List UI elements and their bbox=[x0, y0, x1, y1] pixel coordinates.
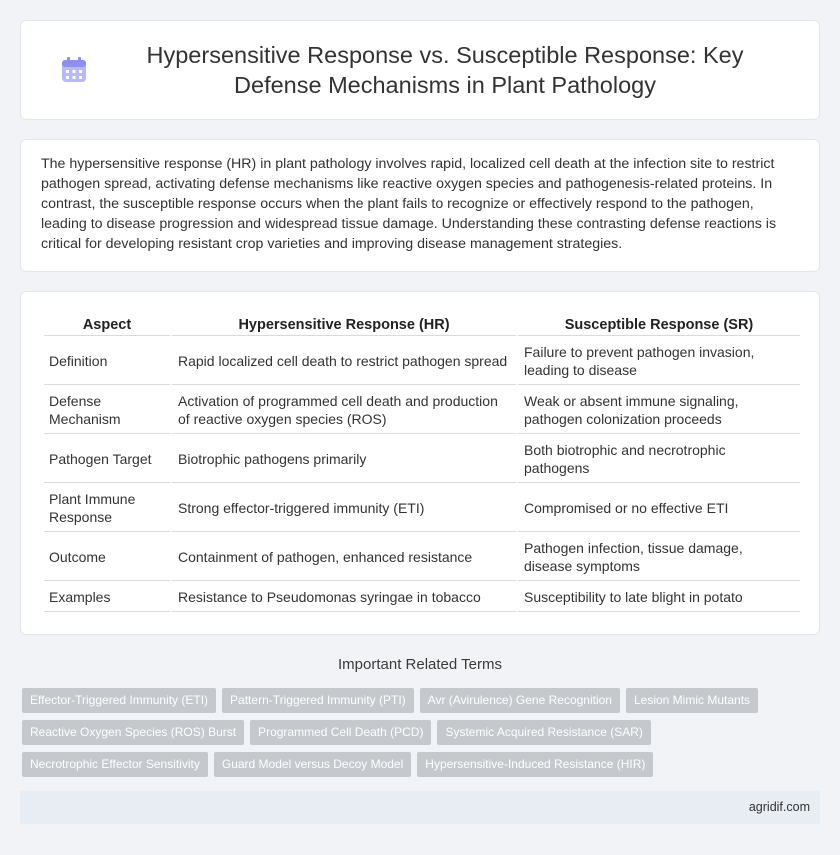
sr-cell: Weak or absent immune signaling, pathogen colonization proceeds bbox=[518, 387, 800, 434]
comparison-table bbox=[42, 312, 802, 614]
header-card bbox=[20, 20, 820, 120]
term-tag[interactable]: Necrotrophic Effector Sensitivity bbox=[22, 752, 208, 777]
footer bbox=[20, 791, 820, 824]
table-row bbox=[44, 534, 800, 581]
intro-card bbox=[20, 139, 820, 272]
hr-cell: Strong effector-triggered immunity (ETI) bbox=[172, 485, 516, 532]
term-tag[interactable]: Systemic Acquired Resistance (SAR) bbox=[437, 720, 650, 745]
page-title: Hypersensitive Response vs. Susceptible Response: Key Defense Mechanisms in Plant Pathology bbox=[146, 42, 744, 98]
term-tag[interactable]: Lesion Mimic Mutants bbox=[626, 688, 758, 713]
sr-cell: Failure to prevent pathogen invasion, leading to disease bbox=[518, 338, 800, 385]
aspect-cell: Definition bbox=[44, 338, 170, 385]
column-header-sr: Susceptible Response (SR) bbox=[518, 314, 800, 336]
sr-cell: Compromised or no effective ETI bbox=[518, 485, 800, 532]
term-tag[interactable]: Guard Model versus Decoy Model bbox=[214, 752, 411, 777]
footer-site-link[interactable]: agridif.com bbox=[748, 800, 810, 814]
table-row bbox=[44, 583, 800, 612]
term-tag[interactable]: Effector-Triggered Immunity (ETI) bbox=[22, 688, 216, 713]
intro-paragraph: The hypersensitive response (HR) in plant pathology involves rapid, localized cell death at the infection site to restrict pathogen spread, activating defense mechanisms like reactive oxygen species and pathogenesis-related proteins. In contrast, the susceptible response occurs when the plant fails to recognize or effectively respond to the pathogen, leading to disease progression and widespread tissue damage. Understanding these contrasting defense reactions is critical for developing resistant crop varieties and improving disease management strategies. bbox=[41, 156, 777, 252]
aspect-cell: Plant Immune Response bbox=[44, 485, 170, 532]
column-header-aspect: Aspect bbox=[44, 314, 170, 336]
hr-cell: Containment of pathogen, enhanced resistance bbox=[172, 534, 516, 581]
table-row bbox=[44, 387, 800, 434]
table-header-row bbox=[44, 314, 800, 336]
calendar-icon bbox=[61, 57, 87, 83]
aspect-cell: Outcome bbox=[44, 534, 170, 581]
sr-cell: Both biotrophic and necrotrophic pathogens bbox=[518, 436, 800, 483]
term-tag[interactable]: Hypersensitive-Induced Resistance (HIR) bbox=[417, 752, 653, 777]
term-tag[interactable]: Reactive Oxygen Species (ROS) Burst bbox=[22, 720, 244, 745]
column-header-hr: Hypersensitive Response (HR) bbox=[172, 314, 516, 336]
term-tag[interactable]: Programmed Cell Death (PCD) bbox=[250, 720, 431, 745]
table-row bbox=[44, 338, 800, 385]
hr-cell: Activation of programmed cell death and production of reactive oxygen species (ROS) bbox=[172, 387, 516, 434]
hr-cell: Resistance to Pseudomonas syringae in tobacco bbox=[172, 583, 516, 612]
aspect-cell: Pathogen Target bbox=[44, 436, 170, 483]
table-row bbox=[44, 436, 800, 483]
aspect-cell: Examples bbox=[44, 583, 170, 612]
term-tag[interactable]: Pattern-Triggered Immunity (PTI) bbox=[222, 688, 414, 713]
sr-cell: Susceptibility to late blight in potato bbox=[518, 583, 800, 612]
table-row bbox=[44, 485, 800, 532]
sr-cell: Pathogen infection, tissue damage, disease symptoms bbox=[518, 534, 800, 581]
aspect-cell: Defense Mechanism bbox=[44, 387, 170, 434]
related-terms-title: Important Related Terms bbox=[338, 656, 502, 673]
hr-cell: Rapid localized cell death to restrict pathogen spread bbox=[172, 338, 516, 385]
comparison-card bbox=[20, 291, 820, 635]
hr-cell: Biotrophic pathogens primarily bbox=[172, 436, 516, 483]
term-tag[interactable]: Avr (Avirulence) Gene Recognition bbox=[420, 688, 620, 713]
related-terms-list bbox=[22, 688, 822, 784]
